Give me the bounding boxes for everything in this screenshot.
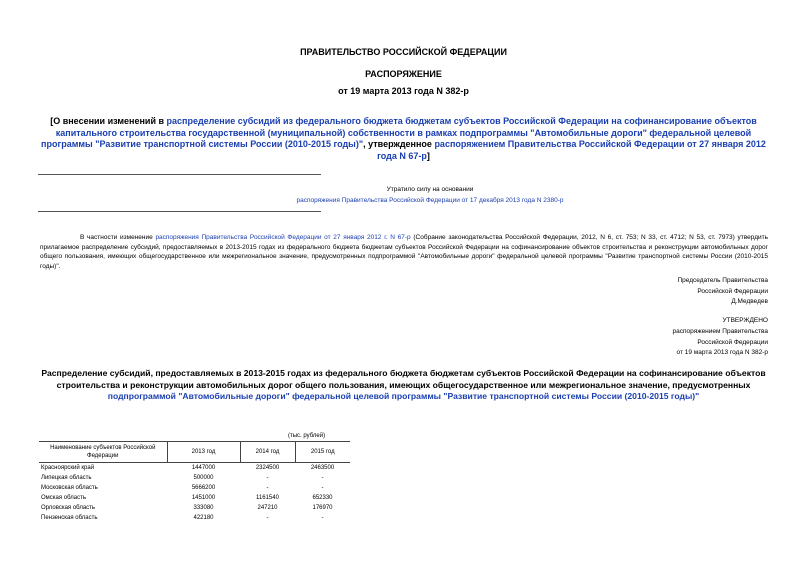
signature-name: Д.Медведев bbox=[731, 298, 768, 305]
table-row bbox=[39, 503, 350, 513]
cell-2015: - bbox=[321, 515, 324, 521]
cell-2014: - bbox=[266, 475, 269, 481]
cell-2015: 176970 bbox=[312, 505, 333, 511]
table-header-row bbox=[39, 442, 350, 463]
header-2015: 2015 год bbox=[295, 442, 350, 463]
subsidy-table bbox=[39, 441, 350, 523]
table-row bbox=[39, 473, 350, 483]
signature-position: Председатель Правительства bbox=[677, 277, 768, 284]
approval-label: УТВЕРЖДЕНО bbox=[722, 317, 768, 324]
document-type: РАСПОРЯЖЕНИЕ bbox=[365, 69, 442, 79]
cell-2015: - bbox=[321, 485, 324, 491]
table-row bbox=[39, 483, 350, 493]
title-link-order-67[interactable]: распоряжением Правительства Российской Федерации от 27 января 2012 года N 67-р bbox=[377, 139, 766, 161]
signature-block bbox=[677, 276, 768, 308]
header-2013: 2013 год bbox=[167, 442, 240, 463]
title-text-1: [О внесении изменений в bbox=[50, 116, 167, 126]
cell-2014: - bbox=[266, 515, 269, 521]
title-text-2: , утвержденное bbox=[363, 139, 435, 149]
approval-block bbox=[673, 316, 768, 359]
cell-region: Орловская область bbox=[41, 505, 96, 511]
signature-country: Российской Федерации bbox=[697, 287, 768, 295]
cell-2013: 1451000 bbox=[191, 495, 216, 501]
cell-2014: 1161540 bbox=[256, 495, 279, 501]
table-units: (тыс. рублей) bbox=[288, 433, 326, 439]
cell-region: Омская область bbox=[41, 495, 87, 501]
cell-2014: 247210 bbox=[257, 505, 278, 511]
cell-region: Красноярский край bbox=[41, 465, 95, 471]
order-paragraph bbox=[40, 233, 768, 271]
lost-force-label: Утратило силу на основании bbox=[386, 186, 474, 193]
distribution-title bbox=[40, 368, 767, 403]
government-heading: ПРАВИТЕЛЬСТВО РОССИЙСКОЙ ФЕДЕРАЦИИ bbox=[300, 47, 507, 57]
cell-2014: 2324500 bbox=[255, 465, 280, 471]
cell-2013: 333080 bbox=[193, 505, 214, 511]
cell-2013: 422180 bbox=[193, 515, 214, 521]
cell-2013: 5666200 bbox=[191, 485, 216, 491]
cell-2015: 2463500 bbox=[310, 465, 335, 471]
cell-2015: 652330 bbox=[312, 495, 333, 501]
document-date-number: от 19 марта 2013 года N 382-р bbox=[338, 86, 469, 96]
distribution-title-link[interactable]: подпрограммой "Автомобильные дороги" федеральной целевой программы "Развитие транспортной системы России (2010-2015 годы)" bbox=[107, 391, 700, 401]
approval-line-3: Российской Федерации bbox=[697, 338, 768, 346]
approval-date: от 19 марта 2013 года N 382-р bbox=[676, 349, 768, 357]
title-text-3: ] bbox=[426, 150, 430, 161]
divider-bottom bbox=[38, 211, 321, 212]
header-2014: 2014 год bbox=[240, 442, 295, 463]
divider-top bbox=[38, 174, 321, 175]
cell-2013: 500000 bbox=[193, 475, 214, 481]
cell-2015: - bbox=[321, 475, 324, 481]
paragraph-text-2: (Собрание законодательства Российской Федерации, 2012, N 6, ст. 753; N 33, ст. 4712; N 53, ст. 7973) утвердить прилагаемое распределение субсидий, предоставляемых в 2013-2015 годах из федерального бюджета бюджетам субъектов Российской Федерации на софинансирование объектов строительства и реконструкции автомобильных дорог общего пользования, имеющих общегосударственное или межрегиональное значение, предусмотренных подпрограммой "Автомобильные дороги" федеральной целевой программы "Развитие транспортной системы России (2010-2015 годы)". bbox=[40, 234, 769, 270]
table-row bbox=[39, 463, 350, 474]
cell-region: Пензенская область bbox=[41, 515, 98, 521]
cell-region: Московская область bbox=[41, 485, 98, 491]
cell-region: Липецкая область bbox=[41, 475, 92, 481]
cell-2013: 1447000 bbox=[191, 465, 216, 471]
distribution-title-text: Распределение субсидий, предоставляемых в 2013-2015 годах из федерального бюджета бюджетам субъектов Российской Федерации на софинансирование объектов строительства и реконструкции автомобильных дорог общего пользования, имеющих общегосударственное или межрегиональное значение, предусмотренных bbox=[41, 368, 766, 390]
table-row bbox=[39, 513, 350, 523]
paragraph-link-order-67[interactable]: распоряжения Правительства Российской Федерации от 27 января 2012 г. N 67-р bbox=[155, 234, 411, 241]
lost-force-link[interactable]: распоряжения Правительства Российской Федерации от 17 декабря 2013 года N 2380-р bbox=[296, 197, 564, 204]
approval-line-2: распоряжением Правительства bbox=[672, 327, 768, 335]
table-row bbox=[39, 493, 350, 503]
document-title bbox=[40, 116, 767, 162]
header-region: Наименование субъектов Российской Федерации bbox=[39, 442, 167, 463]
paragraph-text-1: В частности изменение bbox=[80, 234, 156, 241]
title-link-distribution[interactable]: распределение субсидий из федерального бюджета бюджетам субъектов Российской Федерации на софинансирование объектов капитального строительства государственной (муниципальной) собственности в рамках подпрограммы "Автомобильные дороги" федеральной целевой программы "Развитие транспортной системы России (2010-2015 годы)" bbox=[41, 116, 757, 149]
cell-2014: - bbox=[266, 485, 269, 491]
